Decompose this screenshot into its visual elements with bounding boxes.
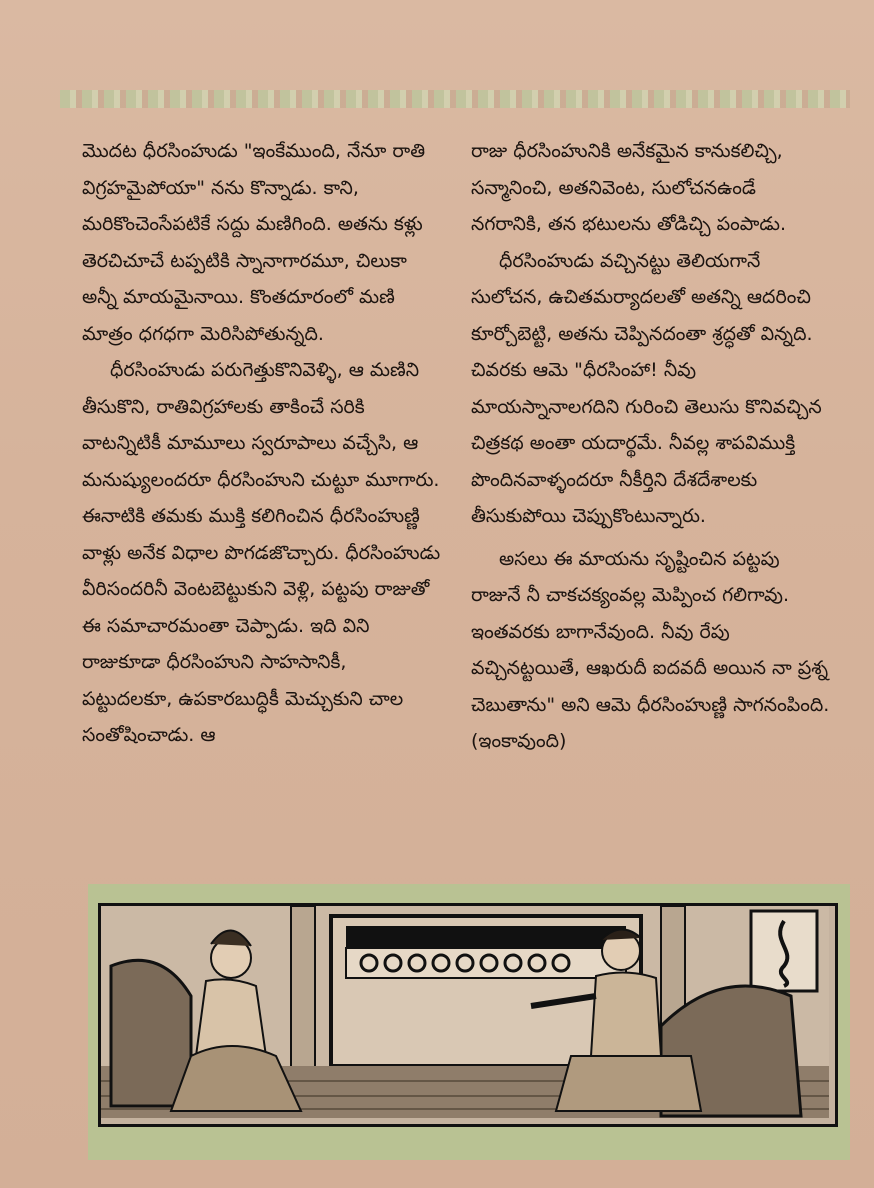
paragraph: మొదట ధీరసింహుడు "ఇంకేముంది, నేనూ రాతి విగ్రహమైపోయా" నను కొన్నాడు. కాని, మరికొంచెంసేపటికే సద్దు మణిగింది. అతను కళ్లు తెరచిచూచే టప్పటికి స్నానాగారమూ, చిలుకా అన్నీ మాయమైనాయి. కొంతదూరంలో మణి మాత్రం ధగధగా మెరిసిపోతున్నది. <box>82 140 426 345</box>
paragraph: ధీరసింహుడు పరుగెత్తుకొనివెళ్ళి, ఆ మణిని తీసుకొని, రాతివిగ్రహాలకు తాకించే సరికి వాటన్నిటికీ మామూలు స్వరూపాలు వచ్చేసి, ఆ మనుష్యులందరూ ధీరసింహుని చుట్టూ మూగారు. ఈనాటికి తమకు ముక్తి కలిగించిన ధీరసింహుణ్ణి వాళ్లు అనేక విధాల పొగడజొచ్చారు. ధీరసింహుడు వీరిసందరినీ వెంటబెట్టుకుని వెళ్లి, పట్టపు రాజుతో ఈ సమాచారమంతా చెప్పాడు. ఇది విని రాజుకూడా ధీరసింహుని సాహసానికీ, పట్టుదలకూ, ఉపకారబుద్ధికీ మెచ్చుకుని చాల సంతోషించాడు. ఆ <box>82 359 441 746</box>
paragraph: అసలు ఈ మాయను సృష్టించిన పట్టపు రాజునే నీ చాకచక్యంవల్ల మెప్పించ గలిగావు. ఇంతవరకు బాగానేవుంది. నీవు రేపు వచ్చినట్టయితే, ఆఖరుదీ ఐదవదీ అయిన నా ప్రశ్న చెబుతాను" అని ఆమె ధీరసింహుణ్ణి సాగనంపింది. (ఇంకావుంది) <box>471 547 830 752</box>
left-text-column <box>82 133 442 754</box>
right-text-column <box>471 133 831 760</box>
paragraph: ధీరసింహుడు వచ్చినట్టు తెలియగానే సులోచన, ఉచితమర్యాదలతో అతన్ని ఆదరించి కూర్చోబెట్టి, అతను చెప్పినదంతా శ్రద్ధతో విన్నది. చివరకు ఆమె "ధీరసింహా! నీవు మాయస్నానాలగదిని గురించి తెలుసు కొనివచ్చిన చిత్రకథ అంతా యదార్థమే. నీవల్ల శాపవిముక్తి పొందినవాళ్ళందరూ నీకీర్తిని దేశదేశాలకు తీసుకుపోయి చెప్పుకొంటున్నారు. <box>471 249 822 527</box>
decorative-border <box>60 90 850 108</box>
paragraph: రాజు ధీరసింహునికి అనేకమైన కానుకలిచ్చి, సన్మానించి, అతనివెంట, సులోచనఉండే నగరానికి, తన భటులను తోడిచ్చి పంపాడు. <box>471 140 787 235</box>
illustration-drawing <box>101 906 829 1118</box>
story-illustration <box>98 903 838 1127</box>
